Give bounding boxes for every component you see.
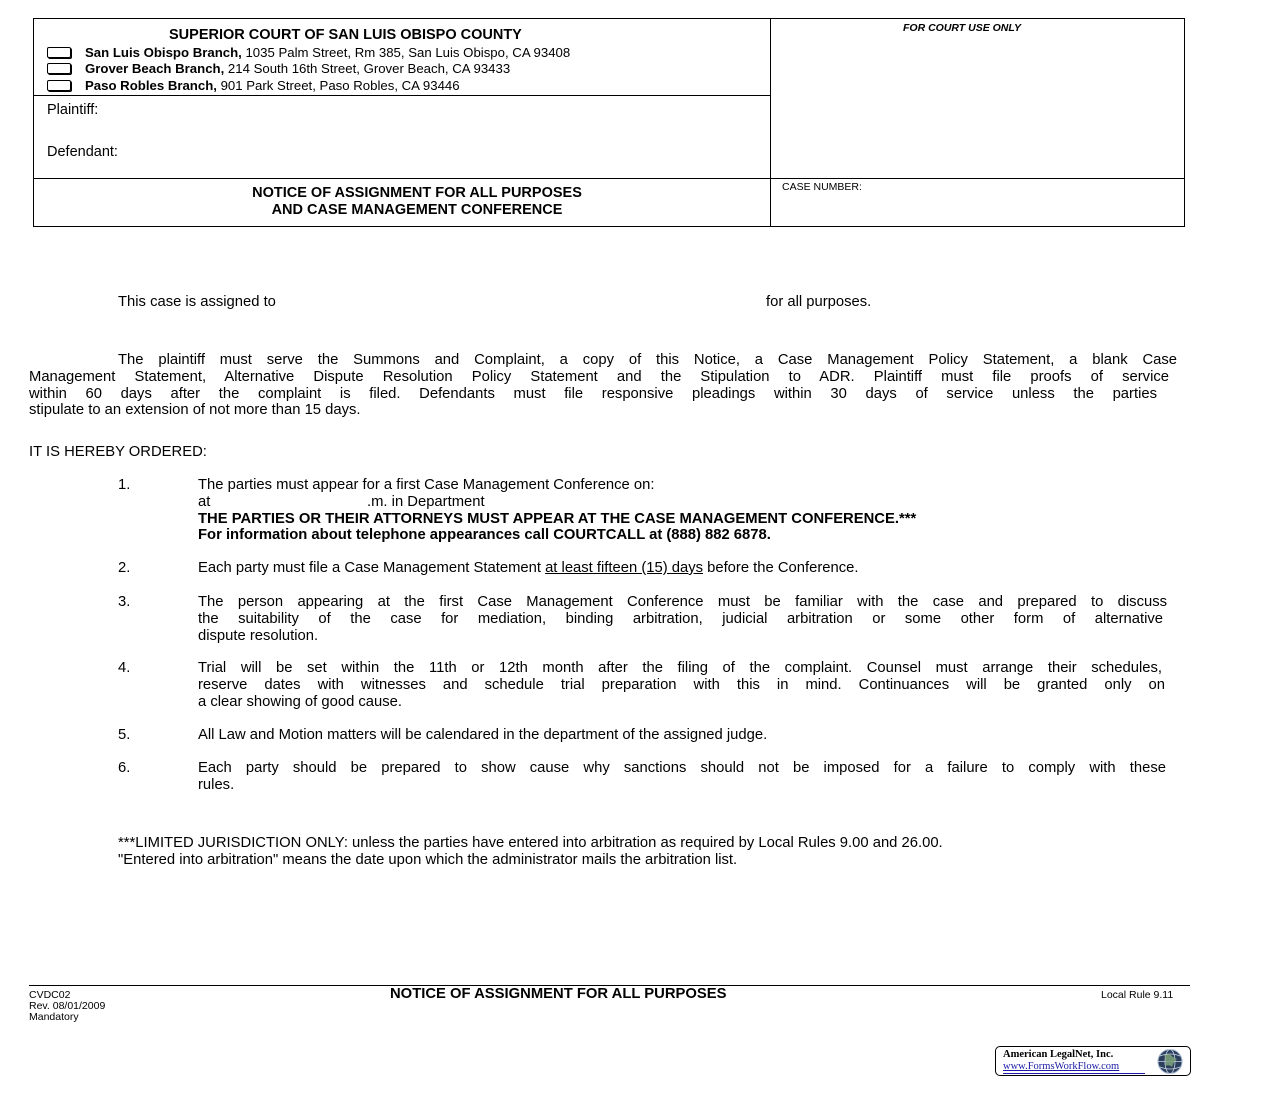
- item-3: [198, 594, 1167, 644]
- branch-address: 214 South 16th Street, Grover Beach, CA 93433: [224, 61, 511, 76]
- caption-divider-upper: [34, 95, 770, 96]
- item-4-line3: a clear showing of good cause.: [198, 693, 402, 710]
- plaintiff-label: Plaintiff:: [47, 102, 99, 118]
- branch-name: Grover Beach Branch,: [85, 61, 225, 76]
- globe-icon: [1153, 1048, 1187, 1075]
- ordered-heading: IT IS HEREBY ORDERED:: [29, 444, 207, 460]
- assigned-prefix: This case is assigned to: [118, 294, 276, 310]
- branch-option-san-luis-obispo[interactable]: [47, 45, 570, 60]
- time-department-label: .m. in Department: [367, 493, 485, 510]
- branch-name: Paso Robles Branch,: [85, 78, 217, 93]
- item-number: 3.: [118, 594, 131, 610]
- item-3-line2: the suitability of the case for mediation, binding arbitration, judicial arbitration or some other form of alternative: [198, 610, 1163, 627]
- notice-title-line2: AND CASE MANAGEMENT CONFERENCE: [271, 202, 563, 218]
- caption-divider-lower: [34, 178, 1184, 179]
- item-2-deadline: at least fifteen (15) days: [545, 560, 703, 576]
- item-number: 1.: [118, 477, 131, 493]
- item-number: 4.: [118, 660, 131, 676]
- service-line: stipulate to an extension of not more than 15 days.: [29, 402, 361, 419]
- branch-name: San Luis Obispo Branch,: [85, 45, 242, 60]
- logo-underline: [1003, 1073, 1145, 1074]
- item-2-post: before the Conference.: [703, 560, 859, 576]
- form-mandatory: Mandatory: [29, 1011, 79, 1023]
- item-5: All Law and Motion matters will be calendared in the department of the assigned judge.: [198, 727, 768, 743]
- service-line: within 60 days after the complaint is filed. Defendants must file responsive pleadings within 30 days of service unless the parties: [29, 385, 1157, 402]
- logo-company: American LegalNet, Inc.: [1003, 1049, 1114, 1060]
- checkbox-grover-beach[interactable]: [47, 63, 71, 74]
- form-info: [29, 990, 105, 1023]
- item-1-line2: [198, 494, 1178, 511]
- time-at-label: at: [198, 493, 211, 510]
- item-3-line3: dispute resolution.: [198, 627, 319, 644]
- item-2: [198, 560, 1178, 577]
- footer-title: NOTICE OF ASSIGNMENT FOR ALL PURPOSES: [390, 986, 727, 1002]
- service-line: Management Statement, Alternative Dispute Resolution Policy Statement and the Stipulation to ADR. Plaintiff must file proofs of service: [29, 368, 1169, 385]
- local-rule: Local Rule 9.11: [1101, 989, 1174, 1001]
- item-2-pre: Each party must file a Case Management Statement: [198, 560, 546, 576]
- item-1: [198, 477, 1178, 544]
- courtcall-notice: For information about telephone appearances call COURTCALL at (888) 882 6878.: [198, 527, 771, 544]
- branch-address: 1035 Palm Street, Rm 385, San Luis Obispo, CA 93408: [241, 45, 571, 60]
- item-4-line2: reserve dates with witnesses and schedule trial preparation with this in mind. Continuances will be granted only on: [198, 676, 1165, 693]
- form-revision: Rev. 08/01/2009: [29, 1000, 106, 1012]
- assigned-suffix: for all purposes.: [766, 294, 872, 310]
- checkbox-paso-robles[interactable]: [47, 80, 71, 91]
- defendant-label: Defendant:: [47, 144, 118, 160]
- item-6-line1: Each party should be prepared to show cause why sanctions should not be imposed for a failure to comply with these: [198, 760, 1166, 776]
- item-number: 5.: [118, 727, 131, 743]
- service-paragraph: [29, 352, 1177, 419]
- item-1-line1: The parties must appear for a first Case Management Conference on:: [198, 477, 655, 493]
- service-line: The plaintiff must serve the Summons and Complaint, a copy of this Notice, a Case Management Policy Statement, a blank Case: [118, 352, 1177, 368]
- limited-line1: ***LIMITED JURISDICTION ONLY: unless the parties have entered into arbitration as required by Local Rules 9.00 and 26.00.: [118, 835, 943, 851]
- item-3-line1: The person appearing at the first Case Management Conference must be familiar with the case and prepared to discuss: [198, 594, 1167, 610]
- item-4: [198, 660, 1165, 710]
- item-number: 6.: [118, 760, 131, 776]
- legalnet-logo[interactable]: [995, 1046, 1191, 1076]
- court-title: SUPERIOR COURT OF SAN LUIS OBISPO COUNTY: [169, 27, 522, 43]
- form-code: CVDC02: [29, 989, 71, 1001]
- checkbox-san-luis-obispo[interactable]: [47, 47, 71, 58]
- limited-jurisdiction-note: [118, 835, 1188, 869]
- branch-option-paso-robles[interactable]: [47, 78, 460, 93]
- item-6-line2: rules.: [198, 776, 235, 793]
- branch-option-grover-beach[interactable]: [47, 61, 510, 76]
- item-4-line1: Trial will be set within the 11th or 12th month after the filing of the complaint. Counsel must arrange their schedules,: [198, 660, 1162, 676]
- logo-url[interactable]: www.FormsWorkFlow.com: [1003, 1061, 1120, 1072]
- court-use-label: FOR COURT USE ONLY: [903, 22, 1022, 34]
- item-6: [198, 760, 1166, 794]
- notice-title-line1: NOTICE OF ASSIGNMENT FOR ALL PURPOSES: [252, 185, 582, 201]
- case-number-label: CASE NUMBER:: [782, 181, 862, 193]
- notice-title: [33, 185, 801, 219]
- branch-address: 901 Park Street, Paso Robles, CA 93446: [216, 78, 460, 93]
- item-number: 2.: [118, 560, 131, 576]
- limited-line2: "Entered into arbitration" means the date upon which the administrator mails the arbitration list.: [118, 851, 738, 868]
- appearance-notice: THE PARTIES OR THEIR ATTORNEYS MUST APPEAR AT THE CASE MANAGEMENT CONFERENCE.***: [198, 510, 917, 527]
